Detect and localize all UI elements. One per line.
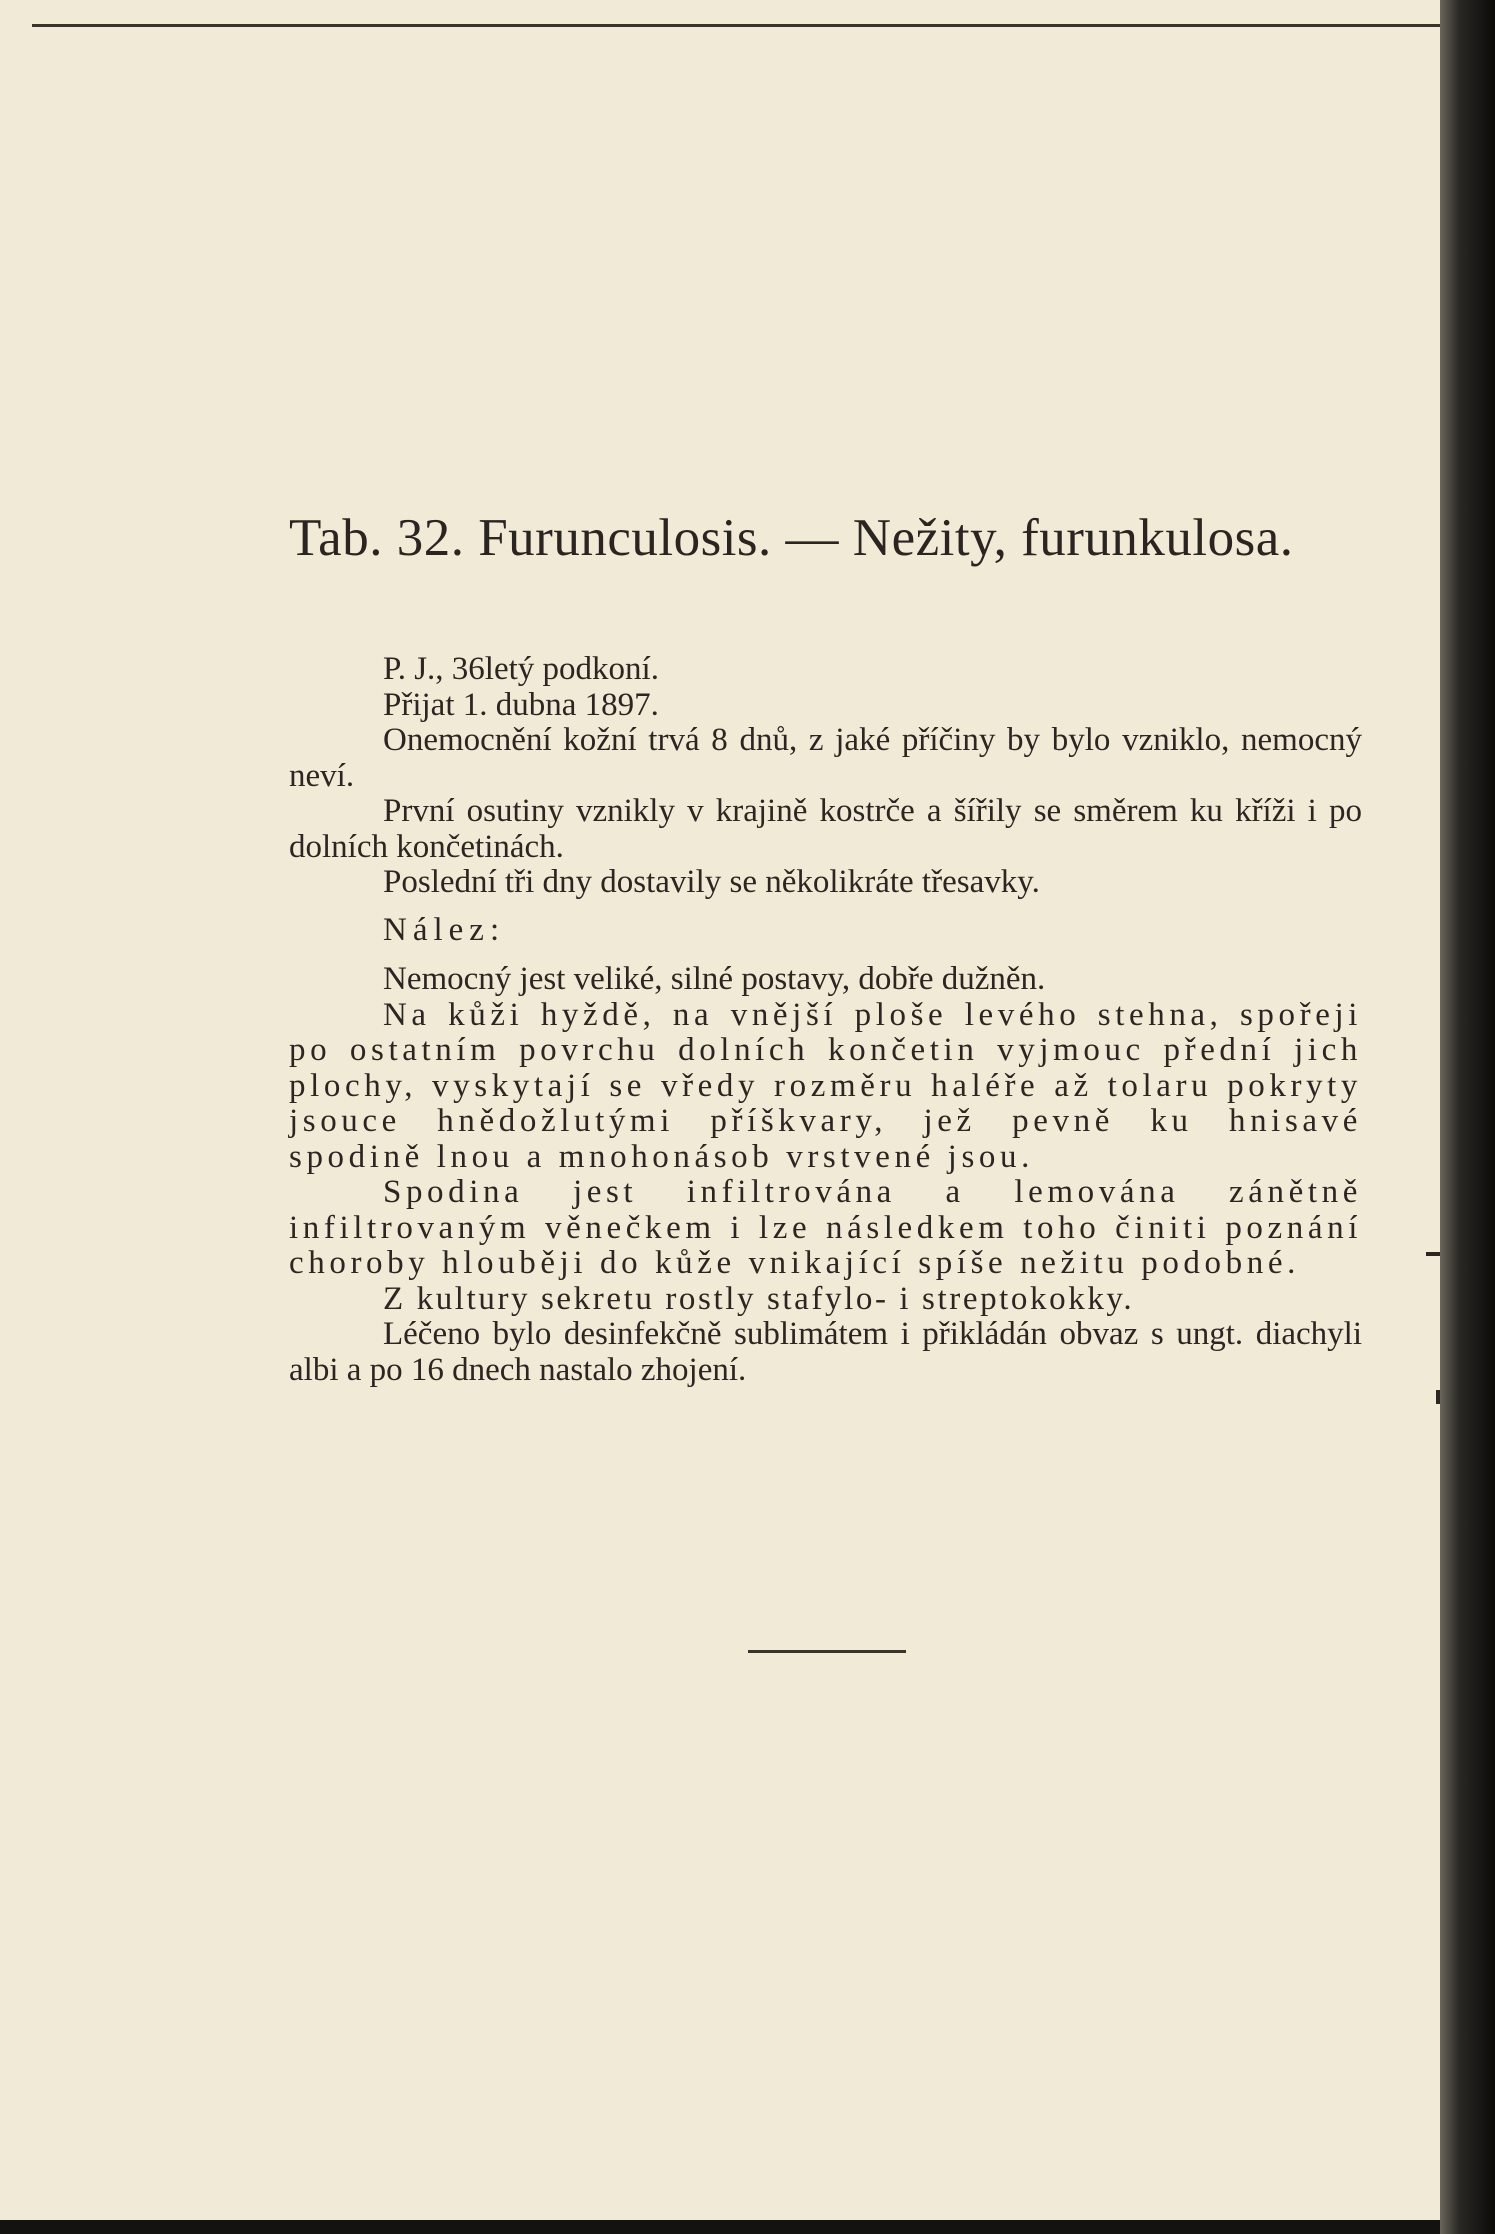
finding-paragraph-1: Nemocný jest veliké, silné postavy, dobře dužněn. (383, 961, 1046, 997)
finding-heading: Nález: (383, 911, 506, 948)
admission-line: Přijat 1. dubna 1897. (383, 686, 659, 723)
plate-title: Tab. 32. Furunculosis. — Nežity, furunkulosa. (289, 509, 1294, 567)
finding-paragraph-3: Spodina jest infiltrována a lemována zánětně infiltrovaným věnečkem i lze následkem toho činiti poznání choroby hlouběji do kůže vnikající spíše nežitu podobné. (289, 1174, 1362, 1281)
spine-shadow (1440, 0, 1495, 2234)
culture-paragraph: Z kultury sekretu rostly stafylo- i streptokokky. (383, 1280, 1135, 1317)
end-rule (748, 1650, 906, 1653)
edge-mark (1426, 1252, 1440, 1256)
case-report (289, 652, 1362, 1388)
history-paragraph: Onemocnění kožní trvá 8 dnů, z jaké příčiny by bylo vzniklo, nemocný neví. (289, 722, 1362, 794)
top-rule (32, 24, 1442, 27)
onset-paragraph: První osutiny vznikly v krajině kostrče a šířily se směrem ku kříži i po dolních končetinách. (289, 793, 1362, 865)
patient-line: P. J., 36letý podkoní. (383, 651, 659, 687)
symptoms-paragraph: Poslední tři dny dostavily se několikráte třesavky. (383, 864, 1040, 900)
finding-paragraph-2: Na kůži hyždě, na vnější ploše levého stehna, spořeji po ostatním povrchu dolních končetin vyjmouc přední jich plochy, vyskytají se vředy rozměru haléře až tolaru pokryty jsouce hnědožlutými příškvary, jež pevně ku hnisavé spodině lnou a mnohonásob vrstvené jsou. (289, 996, 1362, 1175)
treatment-paragraph: Léčeno bylo desinfekčně sublimátem i přikládán obvaz s ungt. diachyli albi a po 16 dnech nastalo zhojení. (289, 1316, 1362, 1388)
